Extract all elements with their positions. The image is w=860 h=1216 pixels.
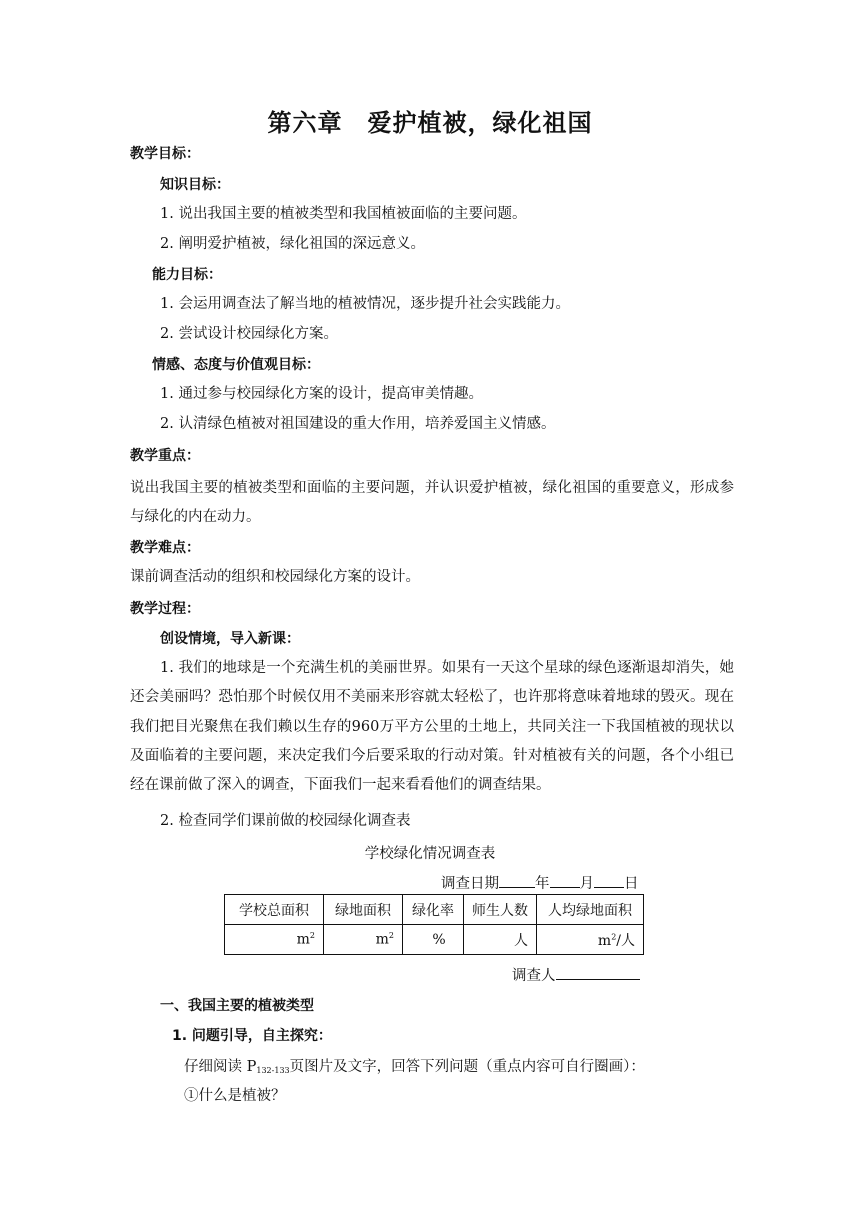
surveyor-label: 调查人 bbox=[512, 968, 556, 984]
reading-instruction: 仔细阅读 $P_{132-133}$页图片及文字，回答下列问题（重点内容可自行圈画）： bbox=[184, 1059, 645, 1075]
key-points-text: 说出我国主要的植被类型和面临的主要问题，并认识爱护植被，绿化祖国的重要意义，形成参与绿化的内在动力。 bbox=[130, 480, 734, 526]
surveyor-blank[interactable] bbox=[556, 965, 640, 980]
survey-table bbox=[224, 894, 644, 955]
header-per-capita: 人均绿地面积 bbox=[537, 895, 644, 925]
key-points-heading: 教学重点： bbox=[130, 448, 200, 464]
year-blank[interactable] bbox=[499, 873, 535, 888]
difficulties-text: 课前调查活动的组织和校园绿化方案的设计。 bbox=[130, 569, 420, 585]
section1-heading: 一、我国主要的植被类型 bbox=[160, 998, 314, 1014]
process-heading: 教学过程： bbox=[130, 601, 200, 617]
header-population: 师生人数 bbox=[464, 895, 537, 925]
emotion-item-1: 1. 通过参与校园绿化方案的设计，提高审美情趣。 bbox=[160, 386, 483, 402]
emotion-objectives-heading: 情感、态度与价值观目标： bbox=[152, 357, 320, 373]
cell-total-area[interactable]: $m^2$ bbox=[225, 925, 324, 955]
process-item-2: 2. 检查同学们课前做的校园绿化调查表 bbox=[160, 813, 411, 829]
month-label: 月 bbox=[579, 876, 594, 892]
surveyor-line bbox=[512, 965, 640, 986]
cell-per-capita[interactable]: $m^2/$人 bbox=[537, 925, 644, 955]
difficulties-heading: 教学难点： bbox=[130, 540, 200, 556]
month-blank[interactable] bbox=[550, 873, 580, 888]
survey-value-row bbox=[225, 925, 644, 955]
year-label: 年 bbox=[535, 876, 550, 892]
process-paragraph-1: 1. 我们的地球是一个充满生机的美丽世界。如果有一天这个星球的绿色逐渐退却消失，她还会美丽吗？恐怕那个时候仅用不美丽来形容就太轻松了，也许那将意味着地球的毁灭。现在我们把目光聚焦在我们赖以生存的960万平方公里的土地上，共同关注一下我国植被的现状以及面临着的主要问题，来决定我们今后要采取的行动对策。针对植被有关的问题，各个小组已经在课前做了深入的调查，下面我们一起来看看他们的调查结果。 bbox=[130, 660, 734, 794]
cell-population[interactable]: 人 bbox=[464, 925, 537, 955]
knowledge-objectives-heading: 知识目标： bbox=[160, 177, 230, 193]
ability-item-2: 2. 尝试设计校园绿化方案。 bbox=[160, 326, 338, 342]
survey-header-row bbox=[225, 895, 644, 925]
survey-date-line bbox=[441, 873, 639, 894]
header-green-area: 绿地面积 bbox=[324, 895, 403, 925]
knowledge-item-2: 2. 阐明爱护植被，绿化祖国的深远意义。 bbox=[160, 236, 425, 252]
intro-heading: 创设情境，导入新课： bbox=[160, 631, 300, 647]
emotion-item-2: 2. 认清绿色植被对祖国建设的重大作用，培养爱国主义情感。 bbox=[160, 416, 556, 432]
survey-caption: 学校绿化情况调查表 bbox=[364, 846, 496, 862]
page-range: 132-133 bbox=[256, 1066, 290, 1075]
objectives-heading: 教学目标： bbox=[130, 146, 200, 162]
cell-green-area[interactable]: $m^2$ bbox=[324, 925, 403, 955]
survey-date-label: 调查日期 bbox=[441, 876, 499, 892]
ability-item-1: 1. 会运用调查法了解当地的植被情况，逐步提升社会实践能力。 bbox=[160, 296, 570, 312]
ability-objectives-heading: 能力目标： bbox=[152, 267, 222, 283]
question-1: ①什么是植被？ bbox=[184, 1088, 286, 1104]
header-green-rate: 绿化率 bbox=[403, 895, 464, 925]
day-blank[interactable] bbox=[594, 873, 624, 888]
cell-green-rate[interactable]: % bbox=[403, 925, 464, 955]
day-label: 日 bbox=[624, 876, 639, 892]
chapter-title: 第六章 爱护植被，绿化祖国 bbox=[267, 109, 593, 137]
header-total-area: 学校总面积 bbox=[225, 895, 324, 925]
knowledge-item-1: 1. 说出我国主要的植被类型和我国植被面临的主要问题。 bbox=[160, 206, 527, 222]
section1-sub1: 1. 问题引导，自主探究： bbox=[172, 1028, 332, 1044]
